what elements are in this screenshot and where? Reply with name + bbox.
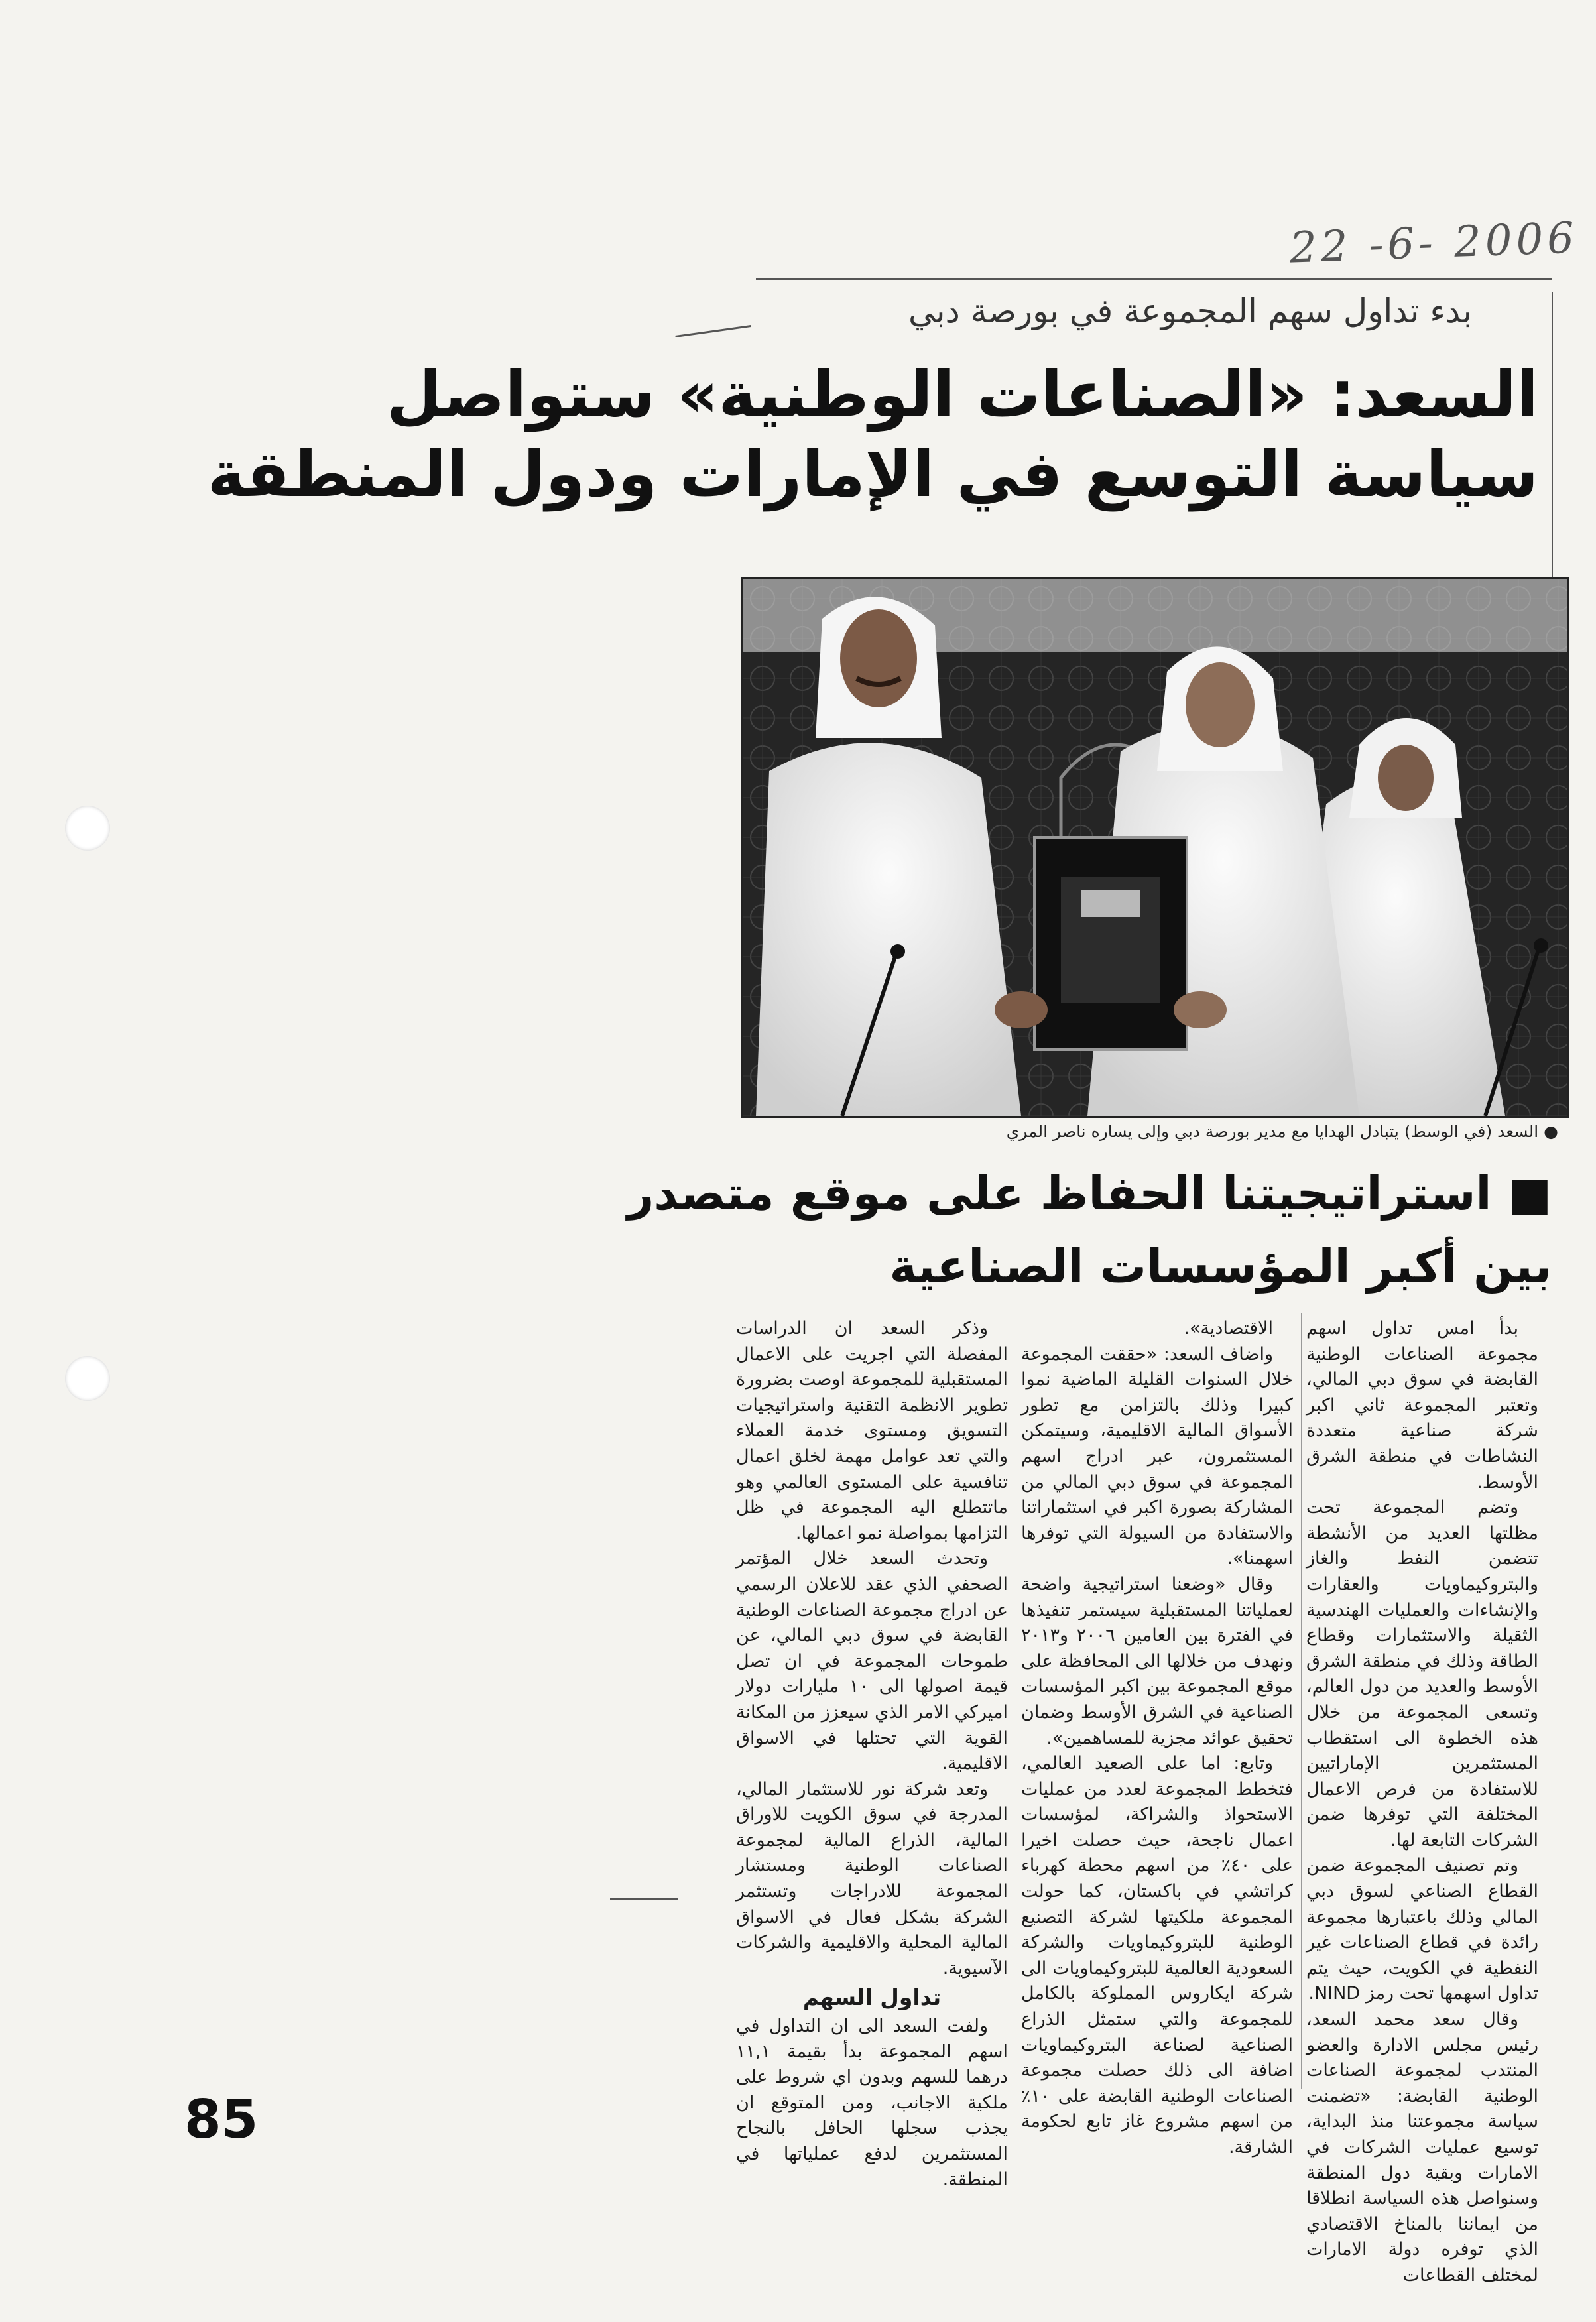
column-3-paragraph: وتحدث السعد خلال المؤتمر الصحفي الذي عقد للاعلان الرسمي عن ادراج مجموعة الصناعات الوطنية القابضة في سوق دبي المالي، عن طموحات المجموعة في ان تصل قيمة اصولها الى ١٠ مليارات دولار اميركي الامر الذي سيعزز من المكانة القوية التي تحتلها في الاسواق الاقليمية.	[736, 1548, 1008, 1774]
headline-line-2: سياسة التوسع في الإمارات ودول المنطقة	[207, 437, 1538, 511]
headline-line-1: السعد: «الصناعات الوطنية» ستواصل	[386, 357, 1538, 432]
column-2-paragraph: واضاف السعد: «حققت المجموعة خلال السنوات القليلة الماضية نموا كبيرا وذلك بالتزامن مع تطور الأسواق المالية الاقليمية، وسيتمكن المستثمرون، عبر ادراج اسهم المجموعة في سوق دبي المالي من المشاركة بصورة اكبر في استثماراتنا والاستفادة من السيولة التي توفرها اسهمنا».	[1021, 1343, 1293, 1569]
article-kicker: بدء تداول سهم المجموعة في بورصة دبي	[908, 292, 1472, 330]
column-1-paragraph: وتضم المجموعة تحت مظلتها العديد من الأنشطة تتضمن النفط والغاز والبتروكيماويات والعقارات والإنشاءات والعمليات الهندسية الثقيلة والاستثمارات وقطاع الطاقة وذلك في منطقة الشرق الأوسط والعديد من دول العالم، وتسعى المجموعة من خلال هذه الخطوة الى استقطاب المستثمرين الإماراتيين للاستفادة من فرص الاعمال المختلفة التي توفرها ضمن الشركات التابعة لها.	[1306, 1497, 1538, 1851]
article-column-2	[1021, 1316, 1293, 2158]
article-column-3	[736, 1316, 1008, 2190]
article-column-1	[1306, 1316, 1538, 2286]
column-1-paragraph: وتم تصنيف المجموعة ضمن القطاع الصناعي لسوق دبي المالي وذلك باعتبارها مجموعة رائدة في قطاع الصناعات غير النفطية في الكويت، حيث يتم تداول اسهمها تحت رمز NIND.	[1306, 1855, 1538, 2004]
column-2-paragraph: وتابع: اما على الصعيد العالمي، فتخطط المجموعة لعدد من عمليات الاستحواذ والشراكة، لمؤسسات اعمال ناجحة، حيث حصلت اخيرا على ٤٠٪ من اسهم محطة كهرباء كراتشي في باكستان، كما حولت المجموعة ملكيتها لشركة التصنيع الوطنية للبتروكيماويات والشركة السعودية العالمية للبتروكيماويات الى شركة ايكاروس المملوكة بالكامل للمجموعة والتي ستمثل الذراع الصناعية لصناعة البتروكيماويات اضافة الى ذلك حصلت مجموعة الصناعات الوطنية القابضة على ١٠٪ من اسهم مشروع غاز تابع لحكومة الشارقة.	[1021, 1753, 1293, 2158]
left-pen-mark-bottom	[610, 1898, 678, 1900]
column-divider-1	[1301, 1313, 1302, 2089]
photo-illustration	[743, 579, 1567, 1116]
column-1-paragraph: بدأ امس تداول اسهم مجموعة الصناعات الوطنية القابضة في سوق دبي المالي، وتعتبر المجموعة ثاني اكبر شركة صناعية متعددة النشاطات في منطقة الشرق الأوسط.	[1306, 1318, 1538, 1493]
column-3-paragraph: وذكر السعد ان الدراسات المفصلة التي اجريت على الاعمال المستقبلية للمجموعة اوصت بضرورة تطوير الانظمة التقنية واستراتيجيات التسويق ومستوى خدمة العملاء والتي تعد عوامل مهمة لخلق اعمال تنافسية على المستوى العالمي وهو ماتتطلع اليه المجموعة في ظل التزامها بمواصلة نمو اعمالها.	[736, 1318, 1008, 1544]
punch-hole-top	[65, 806, 110, 851]
column-3-paragraph: وتعد شركة نور للاستثمار المالي، المدرجة في سوق الكويت للاوراق المالية، الذراع المالية لمجموعة الصناعات الوطنية ومستشار المجموعة للادراجات وتستثمر الشركة بشكل فعال في الاسواق المالية المحلية والاقليمية والشركات الآسيوية.	[736, 1778, 1008, 1979]
handwritten-date: 22 -6- 2006	[1288, 214, 1579, 273]
photo-caption: ● السعد (في الوسط) يتبادل الهدايا مع مدير بورصة دبي وإلى يساره ناصر المري	[1006, 1122, 1558, 1141]
column-2-paragraph: الاقتصادية».	[1184, 1318, 1273, 1339]
section-title: تداول السهم	[802, 1985, 942, 2011]
article-photo	[741, 577, 1569, 1118]
subhead-line-2: بين أكبر المؤسسات الصناعية	[889, 1239, 1552, 1294]
subhead-line-1: ■ استراتيجيتنا الحفاظ على موقع متصدر	[627, 1166, 1552, 1221]
left-pen-mark	[675, 325, 751, 337]
clipping-top-rule	[756, 278, 1552, 280]
column-2-paragraph: وقال «وضعنا استراتيجية واضحة لعملياتنا المستقبلية سيستمر تنفيذها في الفترة بين العامين ٢٠٠٦ و٢٠١٣ ونهدف من خلالها الى المحافظة على موقع المجموعة بين اكبر المؤسسات الصناعية في الشرق الأوسط وضمان تحقيق عوائد مجزية للمساهمين».	[1021, 1573, 1293, 1748]
column-1-paragraph: وقال سعد محمد السعد، رئيس مجلس الادارة والعضو المنتدب لمجموعة الصناعات الوطنية القابضة: «تضمنت سياسة مجموعتنا منذ البداية، توسيع عمليات الشركات في الامارات وبقية دول المنطقة وسنواصل هذه السياسة انطلاقا من ايماننا بالمناخ الاقتصادي الذي توفره دولة الامارات لمختلف القطاعات	[1306, 2009, 1538, 2286]
page-number: 85	[184, 2089, 259, 2150]
column-3-paragraph: ولفت السعد الى ان التداول في اسهم المجموعة بدأ بقيمة ١١,١ درهما للسهم وبدون اي شروط على ملكية الاجانب، ومن المتوقع ان يجذب سجلها الحافل بالنجاح المستثمرين لدفع عملياتها في المنطقة.	[736, 2016, 1008, 2190]
punch-hole-bottom	[65, 1356, 110, 1401]
